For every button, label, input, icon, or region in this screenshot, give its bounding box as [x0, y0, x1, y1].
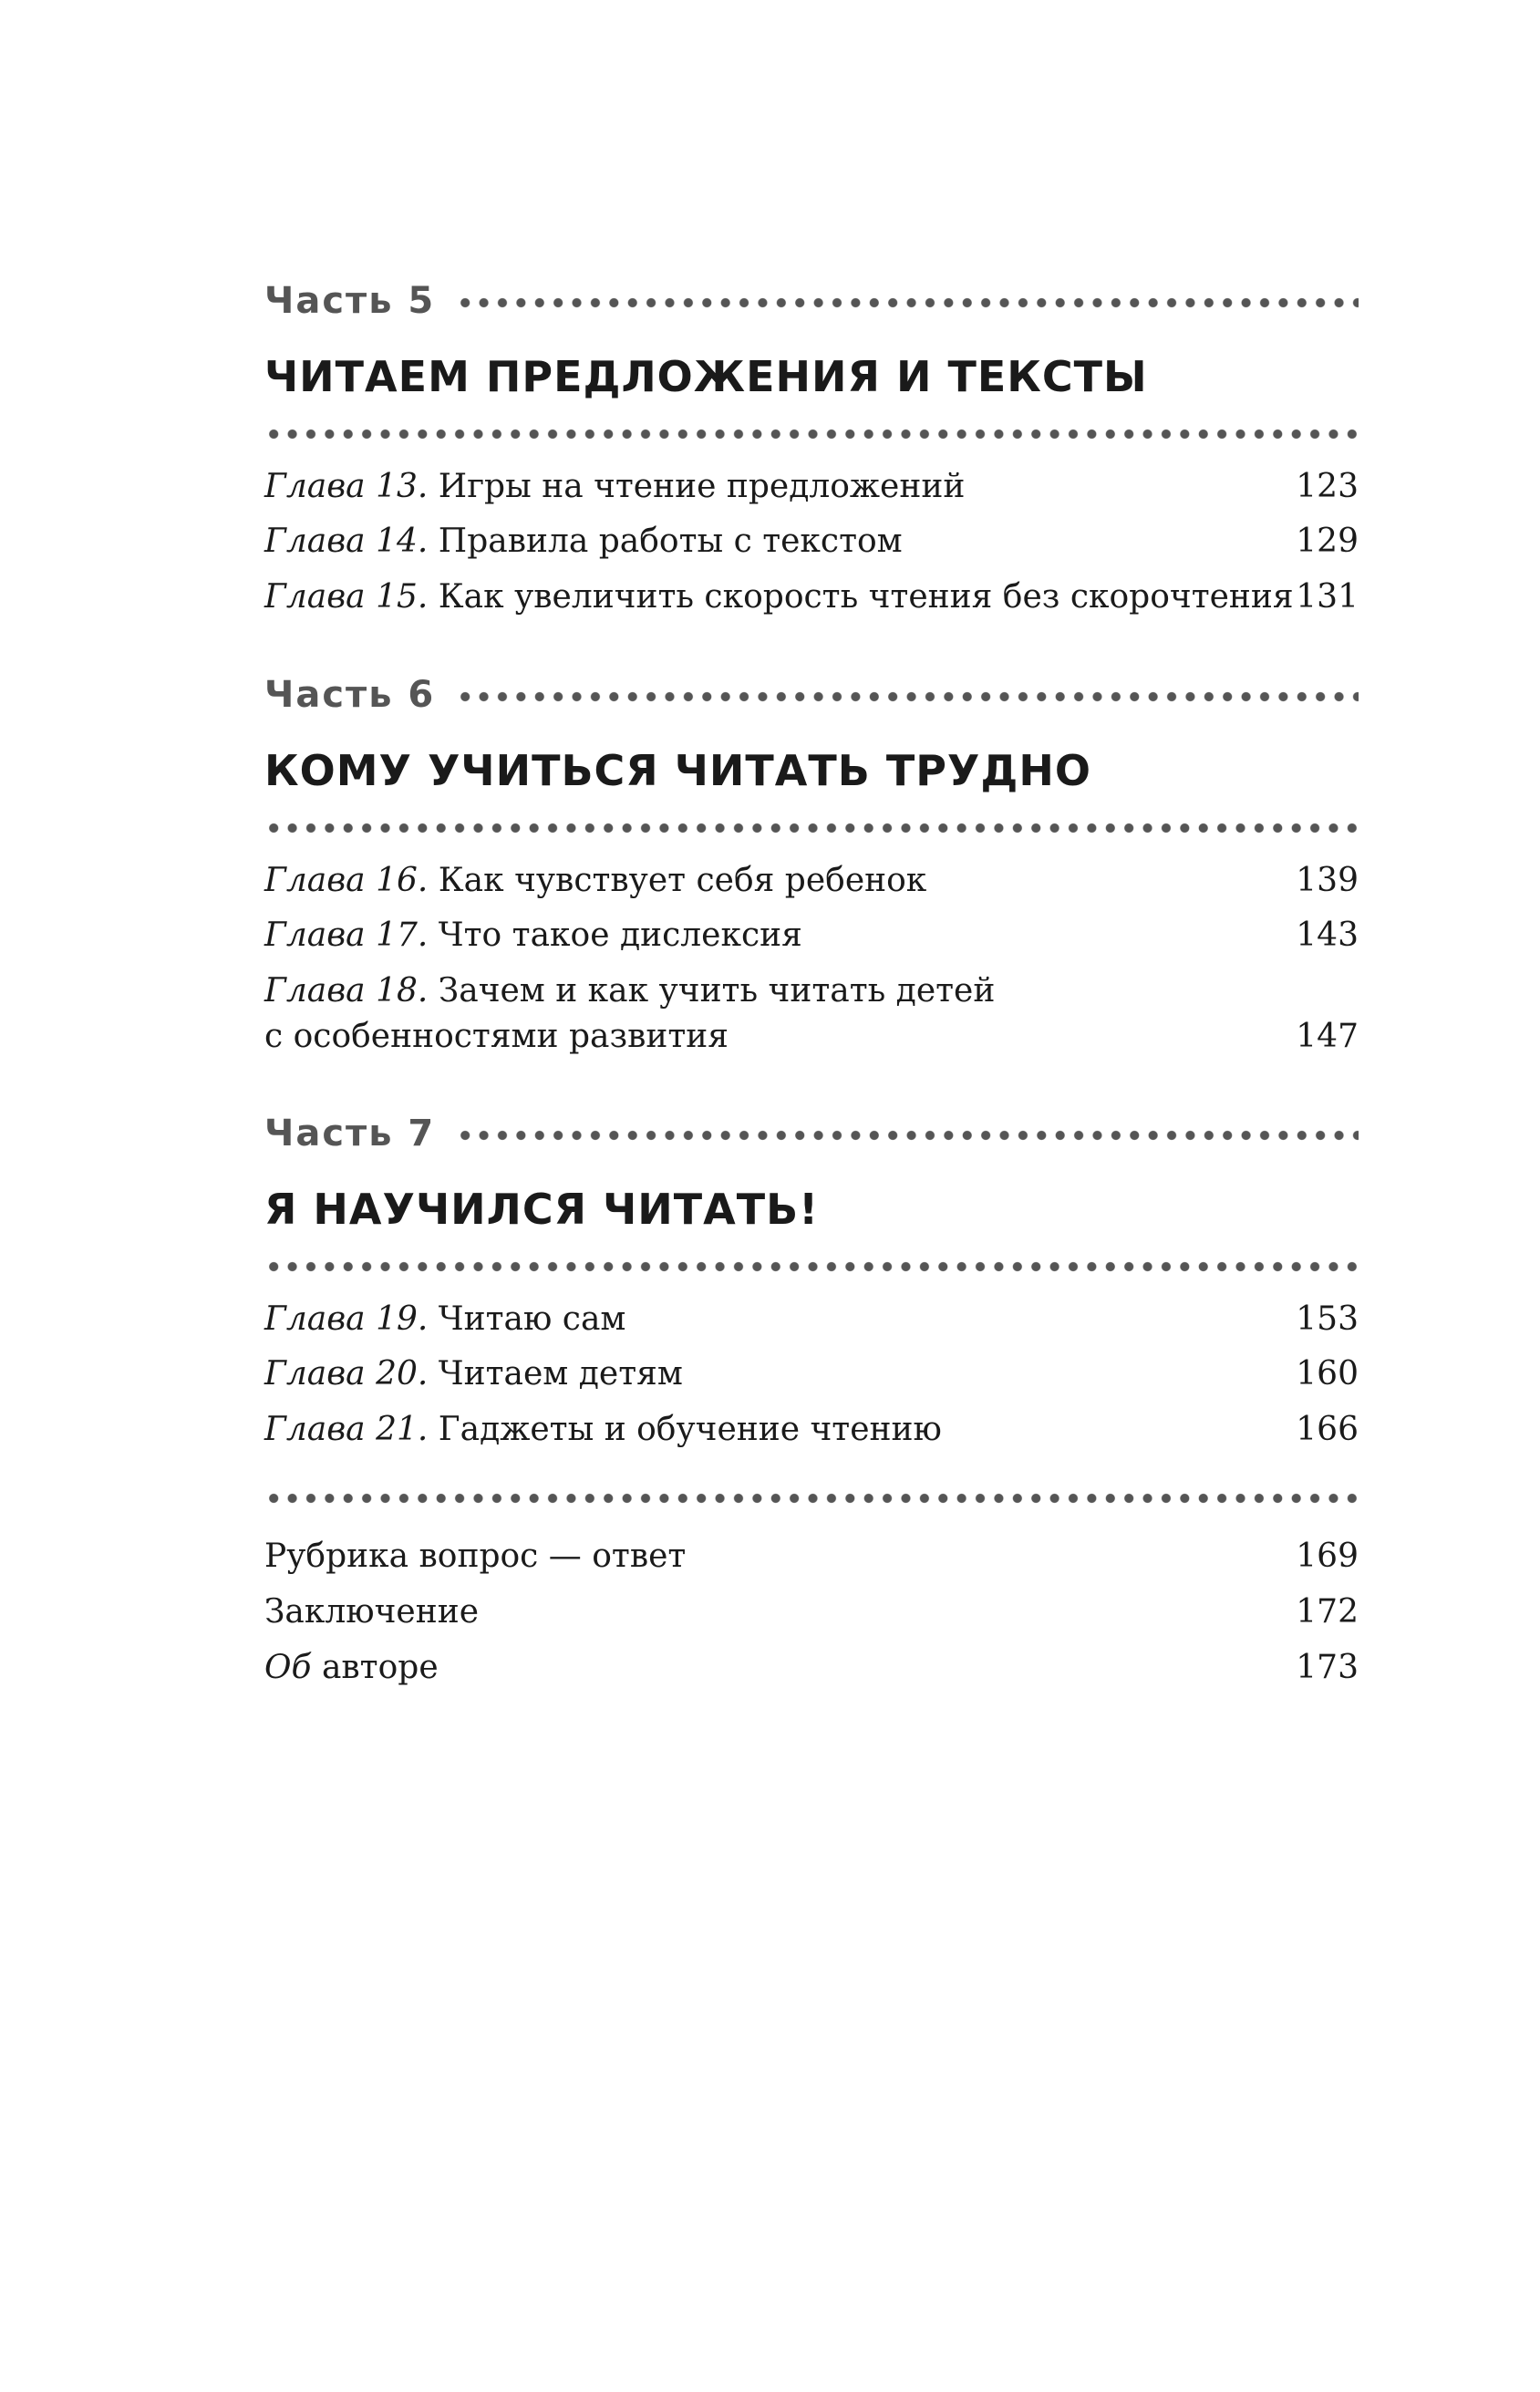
- entry-title: Заключение: [264, 1593, 480, 1631]
- page-number: 123: [1296, 468, 1359, 505]
- chapter-title: Что такое дислексия: [438, 916, 802, 954]
- part-7-title: Я НАУЧИЛСЯ ЧИТАТЬ!: [264, 1185, 820, 1234]
- page-number: 147: [1296, 1018, 1359, 1055]
- chapter-title: Игры на чтение предложений: [438, 468, 966, 505]
- part-7-label-row: [264, 1111, 1359, 1156]
- chapter-title: Правила работы с текстом: [438, 523, 903, 560]
- chapter-number: Глава 19.: [264, 1300, 429, 1338]
- part-6-label-row: [264, 672, 1359, 718]
- entry-title: Рубрика вопрос — ответ: [264, 1538, 687, 1575]
- part-5-label-row: [264, 278, 1359, 324]
- entry-prefix: Об: [264, 1649, 312, 1686]
- part-7-divider-dots: [264, 1261, 1359, 1272]
- back-matter-divider-dots: [264, 1493, 1359, 1504]
- page-number: 172: [1296, 1593, 1359, 1631]
- page-number: 129: [1296, 523, 1359, 560]
- page-number: 173: [1296, 1649, 1359, 1686]
- chapter-title: Как чувствует себя ребенок: [438, 862, 927, 899]
- chapter-number: Глава 17.: [264, 916, 429, 954]
- chapter-number: Глава 18.: [264, 972, 429, 1010]
- chapter-title-continued: с особенностями развития: [264, 1018, 729, 1055]
- part-5-title: ЧИТАЕМ ПРЕДЛОЖЕНИЯ И ТЕКСТЫ: [264, 352, 1148, 401]
- chapter-title: Читаю сам: [438, 1300, 626, 1338]
- part-5-divider-dots: [264, 429, 1359, 440]
- chapter-title: Читаем детям: [438, 1355, 683, 1393]
- part-6-divider-dots: [264, 823, 1359, 834]
- chapter-title: Зачем и как учить читать детей: [438, 972, 996, 1010]
- chapter-number: Глава 15.: [264, 578, 429, 616]
- page-number: 139: [1296, 862, 1359, 899]
- part-7-label: Часть 7: [264, 1111, 451, 1156]
- entry-title: авторе: [321, 1649, 439, 1686]
- part-6-title: КОМУ УЧИТЬСЯ ЧИТАТЬ ТРУДНО: [264, 746, 1091, 795]
- page-number: 160: [1296, 1355, 1359, 1393]
- chapter-title: Как увеличить скорость чтения без скорочтения: [438, 578, 1294, 616]
- toc-entry-chapter-18[interactable]: [264, 969, 1359, 1061]
- page-number: 153: [1296, 1300, 1359, 1338]
- part-6-label-leader-dots: [456, 691, 1359, 702]
- page-number: 166: [1296, 1411, 1359, 1448]
- page-number: 169: [1296, 1538, 1359, 1575]
- chapter-number: Глава 13.: [264, 468, 429, 505]
- part-5-label: Часть 5: [264, 278, 451, 324]
- chapter-number: Глава 16.: [264, 862, 429, 899]
- part-5-label-leader-dots: [456, 297, 1359, 308]
- page-number: 143: [1296, 916, 1359, 954]
- part-7-label-leader-dots: [456, 1130, 1359, 1141]
- chapter-number: Глава 14.: [264, 523, 429, 560]
- page-number: 131: [1296, 578, 1359, 616]
- part-6-label: Часть 6: [264, 672, 451, 718]
- chapter-number: Глава 21.: [264, 1411, 429, 1448]
- chapter-number: Глава 20.: [264, 1355, 429, 1393]
- chapter-title: Гаджеты и обучение чтению: [438, 1411, 942, 1448]
